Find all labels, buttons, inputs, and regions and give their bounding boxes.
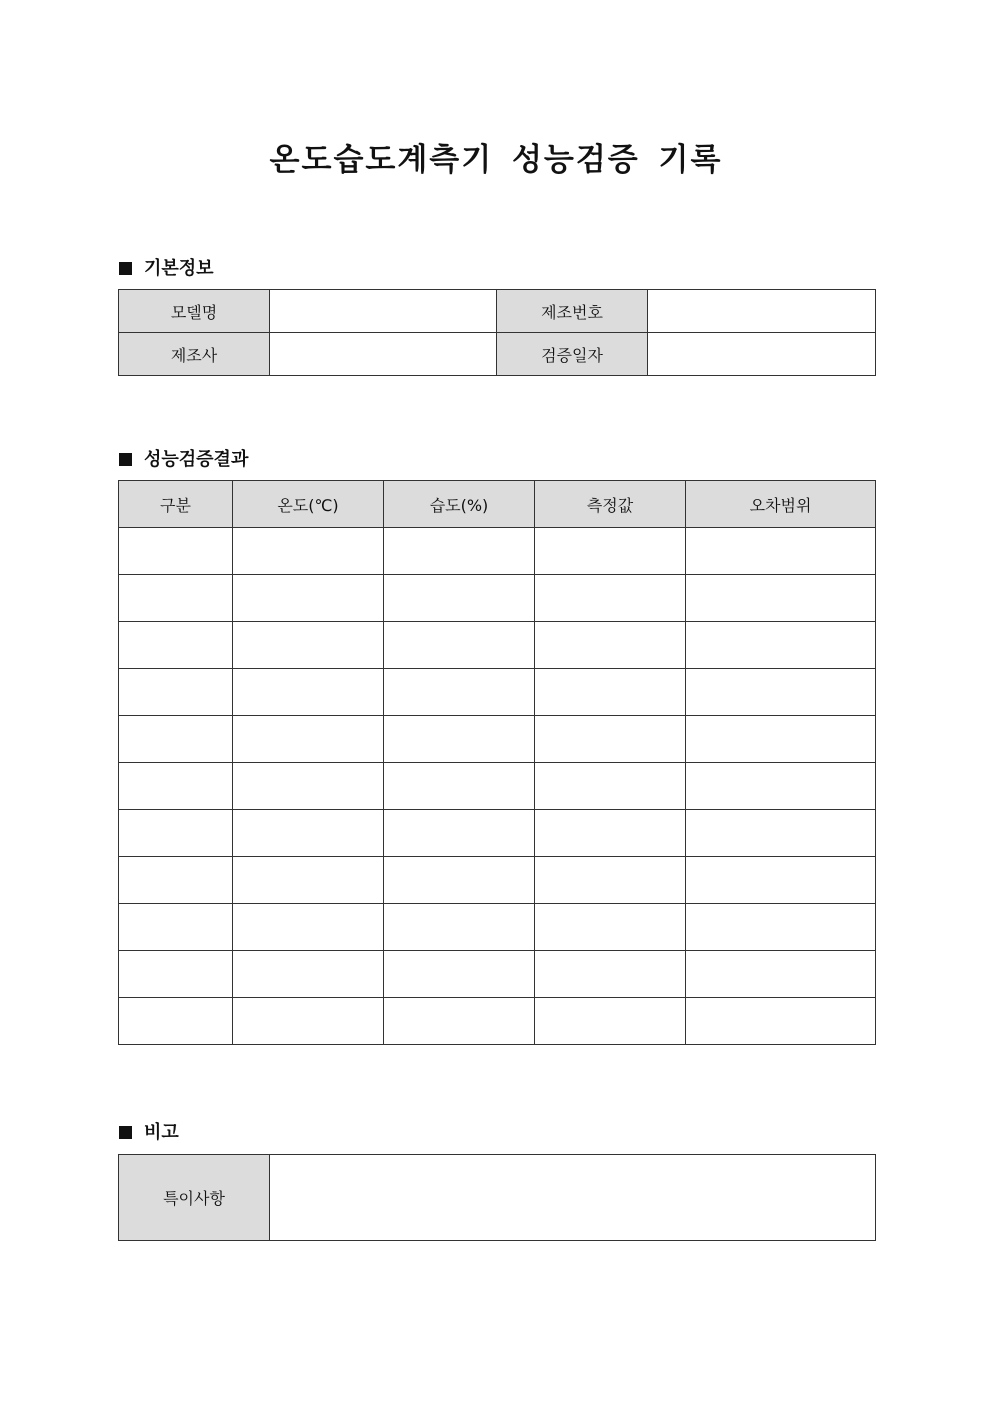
- page-title: 온도습도계측기 성능검증 기록: [269, 142, 723, 178]
- table-cell[interactable]: [535, 810, 686, 857]
- serial-number-field[interactable]: [648, 290, 876, 333]
- table-cell[interactable]: [535, 622, 686, 669]
- table-cell[interactable]: [384, 763, 535, 810]
- table-cell[interactable]: [119, 998, 233, 1045]
- verification-date-label: 검증일자: [497, 333, 648, 376]
- table-cell[interactable]: [384, 622, 535, 669]
- basic-info-table: [118, 289, 876, 376]
- table-cell[interactable]: [233, 763, 384, 810]
- column-header-category: 구분: [119, 481, 233, 528]
- table-cell[interactable]: [233, 810, 384, 857]
- table-cell[interactable]: [233, 998, 384, 1045]
- table-row: [119, 716, 876, 763]
- table-cell[interactable]: [233, 904, 384, 951]
- column-header-measured-value: 측정값: [535, 481, 686, 528]
- table-cell[interactable]: [686, 575, 876, 622]
- section-heading-basic-info: [119, 254, 214, 280]
- table-cell[interactable]: [119, 622, 233, 669]
- table-cell[interactable]: [384, 528, 535, 575]
- table-cell[interactable]: [384, 951, 535, 998]
- table-cell[interactable]: [384, 998, 535, 1045]
- table-cell[interactable]: [119, 763, 233, 810]
- table-cell[interactable]: [233, 857, 384, 904]
- table-cell[interactable]: [535, 669, 686, 716]
- table-cell[interactable]: [535, 528, 686, 575]
- manufacturer-field[interactable]: [270, 333, 497, 376]
- table-cell[interactable]: [686, 998, 876, 1045]
- remarks-table: [118, 1154, 876, 1241]
- table-cell[interactable]: [535, 575, 686, 622]
- table-cell[interactable]: [119, 951, 233, 998]
- table-row: [119, 333, 876, 376]
- manufacturer-label: 제조사: [119, 333, 270, 376]
- table-row: [119, 857, 876, 904]
- table-cell[interactable]: [233, 716, 384, 763]
- column-header-humidity: 습도(%): [384, 481, 535, 528]
- table-cell[interactable]: [535, 998, 686, 1045]
- square-bullet-icon: [119, 1126, 132, 1139]
- table-cell[interactable]: [119, 575, 233, 622]
- table-row: [119, 575, 876, 622]
- table-cell[interactable]: [535, 763, 686, 810]
- table-cell[interactable]: [686, 716, 876, 763]
- verification-date-field[interactable]: [648, 333, 876, 376]
- model-name-field[interactable]: [270, 290, 497, 333]
- table-cell[interactable]: [119, 904, 233, 951]
- table-cell[interactable]: [535, 951, 686, 998]
- table-cell[interactable]: [384, 904, 535, 951]
- table-cell[interactable]: [535, 904, 686, 951]
- table-cell[interactable]: [535, 857, 686, 904]
- table-cell[interactable]: [233, 669, 384, 716]
- column-header-error-range: 오차범위: [686, 481, 876, 528]
- table-cell[interactable]: [233, 528, 384, 575]
- table-cell[interactable]: [119, 857, 233, 904]
- table-cell[interactable]: [119, 528, 233, 575]
- section-label: 기본정보: [144, 258, 214, 279]
- table-row: [119, 622, 876, 669]
- section-heading-results: [119, 445, 248, 471]
- table-cell[interactable]: [233, 575, 384, 622]
- section-label: 성능검증결과: [144, 449, 249, 470]
- table-cell[interactable]: [384, 716, 535, 763]
- table-cell[interactable]: [686, 763, 876, 810]
- table-row: [119, 1155, 876, 1241]
- table-row: [119, 810, 876, 857]
- table-cell[interactable]: [686, 669, 876, 716]
- table-row: [119, 998, 876, 1045]
- column-header-temperature: 온도(℃): [233, 481, 384, 528]
- table-row: [119, 904, 876, 951]
- table-cell[interactable]: [535, 716, 686, 763]
- table-cell[interactable]: [686, 528, 876, 575]
- table-cell[interactable]: [686, 951, 876, 998]
- square-bullet-icon: [119, 453, 132, 466]
- table-cell[interactable]: [384, 857, 535, 904]
- table-cell[interactable]: [384, 810, 535, 857]
- serial-number-label: 제조번호: [497, 290, 648, 333]
- table-cell[interactable]: [686, 904, 876, 951]
- table-row: [119, 763, 876, 810]
- table-cell[interactable]: [233, 622, 384, 669]
- table-row: [119, 290, 876, 333]
- section-label: 비고: [144, 1122, 179, 1143]
- results-table: [118, 480, 876, 1045]
- table-cell[interactable]: [686, 857, 876, 904]
- square-bullet-icon: [119, 262, 132, 275]
- table-cell[interactable]: [119, 669, 233, 716]
- table-cell[interactable]: [119, 810, 233, 857]
- table-row: [119, 669, 876, 716]
- table-cell[interactable]: [384, 669, 535, 716]
- model-name-label: 모델명: [119, 290, 270, 333]
- table-cell[interactable]: [119, 716, 233, 763]
- results-header-row: [119, 481, 876, 528]
- table-row: [119, 528, 876, 575]
- table-row: [119, 951, 876, 998]
- table-cell[interactable]: [686, 810, 876, 857]
- table-cell[interactable]: [384, 575, 535, 622]
- special-notes-label: 특이사항: [119, 1155, 270, 1241]
- table-cell[interactable]: [233, 951, 384, 998]
- section-heading-remarks: [119, 1118, 179, 1144]
- special-notes-field[interactable]: [270, 1155, 876, 1241]
- table-cell[interactable]: [686, 622, 876, 669]
